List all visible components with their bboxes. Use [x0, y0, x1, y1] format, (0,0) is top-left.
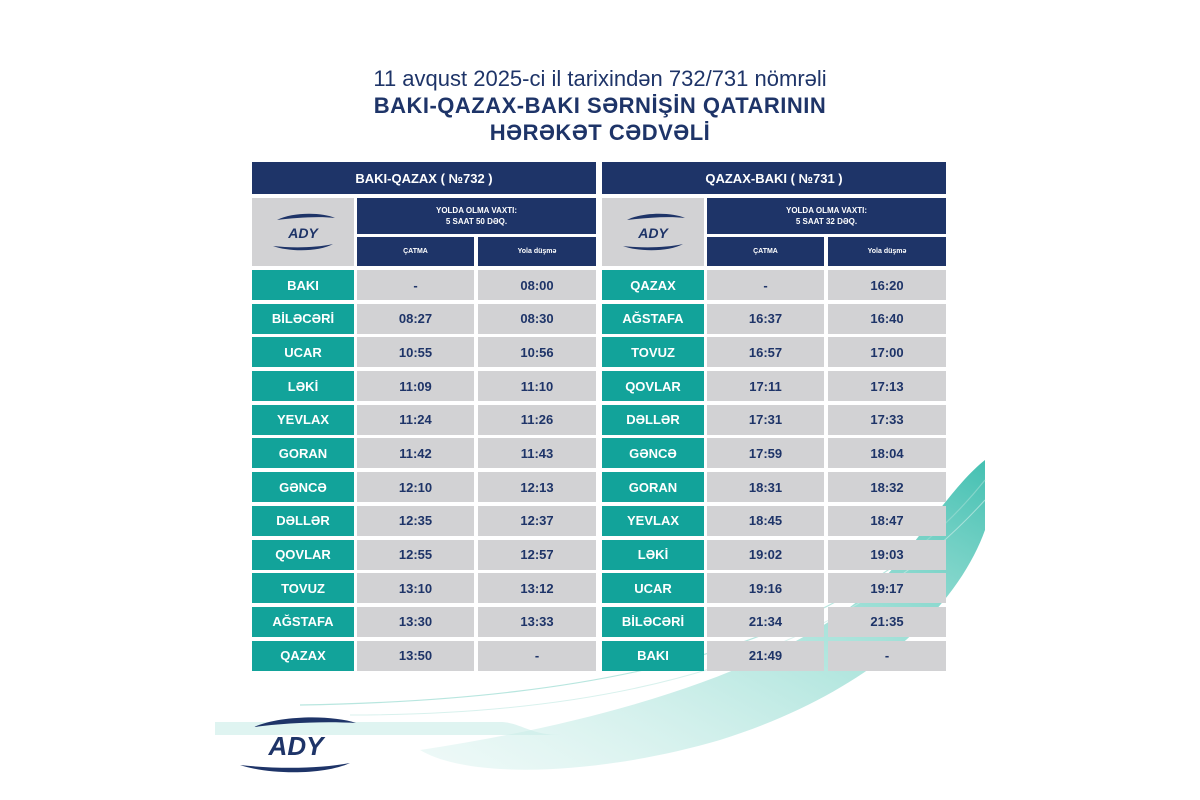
arrival-time: 12:55 — [357, 540, 474, 570]
title-line-1: 11 avqust 2025-ci il tarixindən 732/731 nömrəli — [373, 66, 827, 91]
ady-footer-logo-icon — [232, 713, 362, 777]
arrival-time: 17:11 — [707, 371, 824, 401]
arrival-time: 16:37 — [707, 304, 824, 334]
table-row — [252, 371, 596, 401]
table-row — [252, 540, 596, 570]
arrival-time: 13:10 — [357, 573, 474, 603]
arrival-time: 16:57 — [707, 337, 824, 367]
station-name: TOVUZ — [252, 573, 354, 603]
table-row — [252, 607, 596, 637]
station-name: YEVLAX — [602, 506, 704, 536]
departure-time: 13:12 — [478, 573, 596, 603]
departure-time: 08:30 — [478, 304, 596, 334]
table-row — [252, 641, 596, 671]
departure-time: 18:32 — [828, 472, 946, 502]
panel-header: QAZAX-BAKI ( №731 ) — [602, 162, 946, 194]
table-row — [602, 405, 946, 435]
station-name: GƏNCƏ — [602, 438, 704, 468]
departure-time: 18:04 — [828, 438, 946, 468]
departure-time: 12:13 — [478, 472, 596, 502]
ady-logo — [602, 198, 704, 266]
ady-logo-text: ADY — [288, 225, 318, 241]
table-row — [602, 641, 946, 671]
ady-logo-text: ADY — [638, 225, 668, 241]
departure-time: 12:57 — [478, 540, 596, 570]
arrival-time: 12:10 — [357, 472, 474, 502]
departure-time: 16:20 — [828, 270, 946, 300]
table-row — [252, 270, 596, 300]
travel-time-label: YOLDA OLMA VAXTI: — [785, 206, 868, 215]
arrival-time: 17:59 — [707, 438, 824, 468]
departure-time: 12:37 — [478, 506, 596, 536]
station-name: UCAR — [602, 573, 704, 603]
ady-logo — [252, 198, 354, 266]
timetable-rows — [252, 270, 596, 671]
timetable-rows — [602, 270, 946, 671]
timetable-baki-qazax — [252, 162, 596, 674]
travel-time-value: 5 SAAT 50 DƏQ. — [445, 217, 508, 226]
table-row — [602, 540, 946, 570]
arrival-time: 13:30 — [357, 607, 474, 637]
arrival-time: 13:50 — [357, 641, 474, 671]
table-row — [252, 405, 596, 435]
column-header-arrival: ÇATMA — [357, 237, 474, 266]
table-row — [602, 472, 946, 502]
arrival-time: 08:27 — [357, 304, 474, 334]
timetable-qazax-baki — [602, 162, 946, 674]
departure-time: 21:35 — [828, 607, 946, 637]
arrival-time: 21:49 — [707, 641, 824, 671]
departure-time: 11:26 — [478, 405, 596, 435]
table-row — [602, 337, 946, 367]
arrival-time: 10:55 — [357, 337, 474, 367]
station-name: QOVLAR — [252, 540, 354, 570]
station-name: DƏLLƏR — [252, 506, 354, 536]
table-row — [252, 304, 596, 334]
table-row — [602, 607, 946, 637]
travel-time-box — [707, 198, 946, 234]
travel-time-label: YOLDA OLMA VAXTI: — [435, 206, 518, 215]
panel-header: BAKI-QAZAX ( №732 ) — [252, 162, 596, 194]
arrival-time: 17:31 — [707, 405, 824, 435]
arrival-time: 18:45 — [707, 506, 824, 536]
table-row — [252, 573, 596, 603]
title-line-2: BAKI-QAZAX-BAKI SƏRNİŞİN QATARININ — [373, 93, 827, 118]
arrival-time: 19:02 — [707, 540, 824, 570]
departure-time: 19:17 — [828, 573, 946, 603]
station-name: YEVLAX — [252, 405, 354, 435]
departure-time: 17:13 — [828, 371, 946, 401]
departure-time: 11:10 — [478, 371, 596, 401]
column-header-arrival: ÇATMA — [707, 237, 824, 266]
table-row — [252, 506, 596, 536]
table-row — [602, 438, 946, 468]
station-name: BAKI — [252, 270, 354, 300]
station-name: LƏKİ — [252, 371, 354, 401]
station-name: GORAN — [602, 472, 704, 502]
station-name: GORAN — [252, 438, 354, 468]
station-name: AĞSTAFA — [602, 304, 704, 334]
arrival-time: 11:09 — [357, 371, 474, 401]
table-row — [602, 304, 946, 334]
column-header-departure: Yola düşmə — [478, 237, 596, 266]
station-name: LƏKİ — [602, 540, 704, 570]
arrival-time: 18:31 — [707, 472, 824, 502]
ady-logo-icon — [617, 210, 689, 254]
station-name: UCAR — [252, 337, 354, 367]
ady-logo-icon — [267, 210, 339, 254]
arrival-time: 21:34 — [707, 607, 824, 637]
arrival-time: 11:24 — [357, 405, 474, 435]
arrival-time: 19:16 — [707, 573, 824, 603]
arrival-time: - — [707, 270, 824, 300]
departure-time: - — [478, 641, 596, 671]
departure-time: 11:43 — [478, 438, 596, 468]
station-name: BAKI — [602, 641, 704, 671]
departure-time: 16:40 — [828, 304, 946, 334]
table-row — [602, 573, 946, 603]
ady-footer-logo-text: ADY — [268, 731, 324, 761]
departure-time: 10:56 — [478, 337, 596, 367]
station-name: AĞSTAFA — [252, 607, 354, 637]
title-line-3: HƏRƏKƏT CƏDVƏLİ — [489, 120, 711, 145]
column-header-departure: Yola düşmə — [828, 237, 946, 266]
table-row — [602, 270, 946, 300]
travel-time-box — [357, 198, 596, 234]
station-name: QAZAX — [252, 641, 354, 671]
table-row — [252, 472, 596, 502]
table-row — [602, 506, 946, 536]
station-name: TOVUZ — [602, 337, 704, 367]
departure-time: 08:00 — [478, 270, 596, 300]
table-row — [252, 337, 596, 367]
table-row — [602, 371, 946, 401]
ady-footer-logo — [232, 713, 362, 782]
table-row — [252, 438, 596, 468]
travel-time-value: 5 SAAT 32 DƏQ. — [795, 217, 858, 226]
departure-time: 18:47 — [828, 506, 946, 536]
station-name: GƏNCƏ — [252, 472, 354, 502]
departure-time: - — [828, 641, 946, 671]
station-name: BİLƏCƏRİ — [252, 304, 354, 334]
departure-time: 17:00 — [828, 337, 946, 367]
station-name: QOVLAR — [602, 371, 704, 401]
station-name: DƏLLƏR — [602, 405, 704, 435]
departure-time: 13:33 — [478, 607, 596, 637]
station-name: QAZAX — [602, 270, 704, 300]
arrival-time: - — [357, 270, 474, 300]
station-name: BİLƏCƏRİ — [602, 607, 704, 637]
departure-time: 17:33 — [828, 405, 946, 435]
departure-time: 19:03 — [828, 540, 946, 570]
arrival-time: 11:42 — [357, 438, 474, 468]
arrival-time: 12:35 — [357, 506, 474, 536]
